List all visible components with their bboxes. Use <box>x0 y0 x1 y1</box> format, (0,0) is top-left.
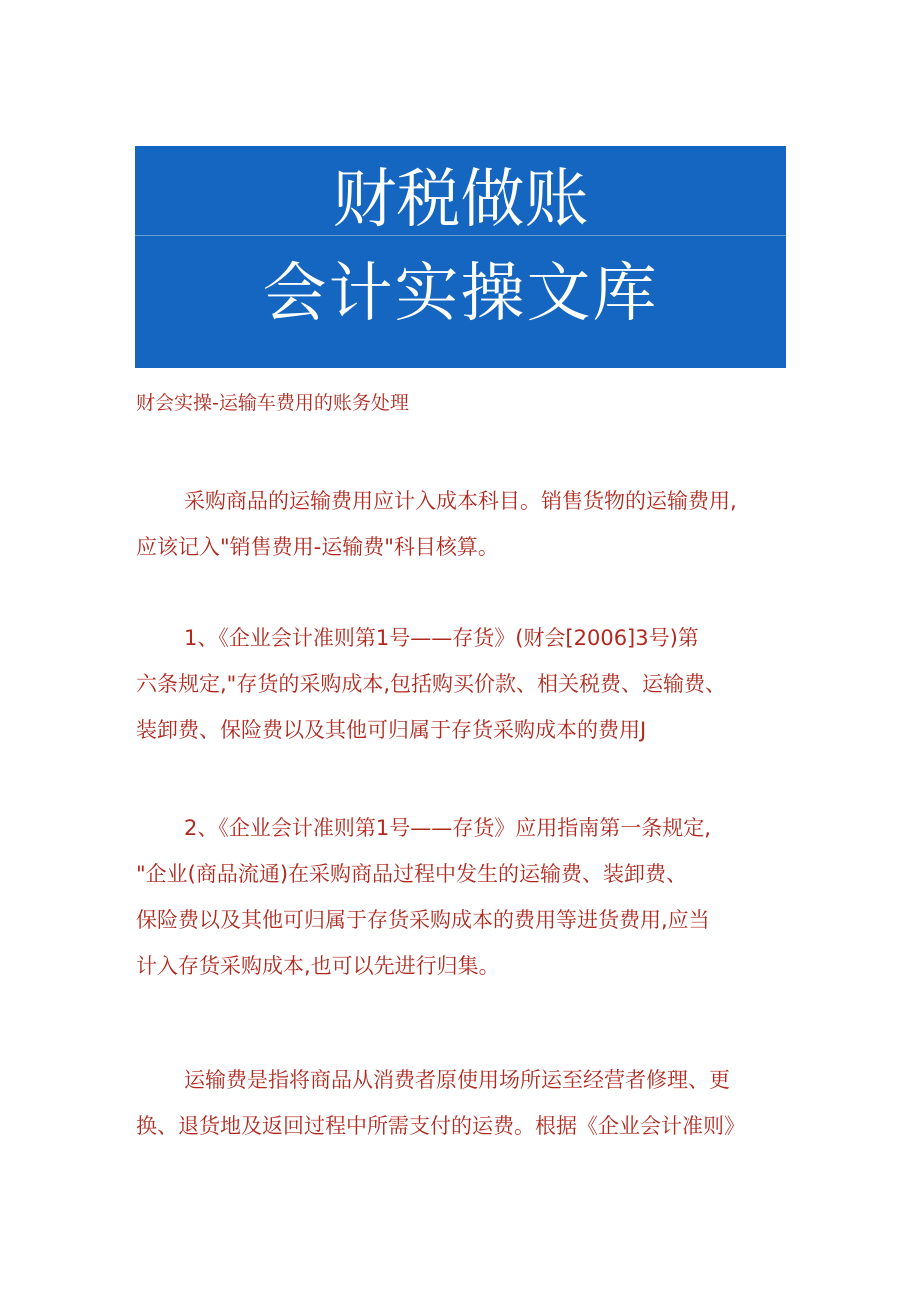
document-title: 财会实操-运输车费用的账务处理 <box>136 392 409 414</box>
paragraph-line: 2、《企业会计准则第1号——存货》应用指南第一条规定, <box>184 816 711 840</box>
paragraph-line: 装卸费、保险费以及其他可归属于存货采购成本的费用J <box>136 718 647 742</box>
banner-divider <box>135 235 786 236</box>
paragraph-line: 保险费以及其他可归属于存货采购成本的费用等进货费用,应当 <box>136 908 710 932</box>
header-banner <box>135 146 786 368</box>
paragraph-4 <box>136 1057 790 1149</box>
paragraph-line: 采购商品的运输费用应计入成本科目。销售货物的运输费用, <box>184 489 737 513</box>
paragraph-line: 六条规定,"存货的采购成本,包括购买价款、相关税费、运输费、 <box>136 672 727 696</box>
paragraph-2 <box>136 615 790 753</box>
paragraph-line: 运输费是指将商品从消费者原使用场所运至经营者修理、更 <box>184 1068 730 1092</box>
paragraph-line: 1、《企业会计准则第1号——存货》(财会[2006]3号)第 <box>184 626 699 650</box>
paragraph-line: 换、退货地及返回过程中所需支付的运费。根据《企业会计准则》 <box>136 1114 745 1138</box>
paragraph-1 <box>136 478 790 570</box>
banner-title-line2: 会计实操文库 <box>262 257 659 331</box>
paragraph-line: 应该记入"销售费用-运输费"科目核算。 <box>136 535 499 559</box>
paragraph-3 <box>136 805 790 989</box>
banner-title-line1: 财税做账 <box>332 163 589 237</box>
paragraph-line: 计入存货采购成本,也可以先进行归集。 <box>136 954 500 978</box>
paragraph-line: "企业(商品流通)在采购商品过程中发生的运输费、装卸费、 <box>136 862 688 886</box>
